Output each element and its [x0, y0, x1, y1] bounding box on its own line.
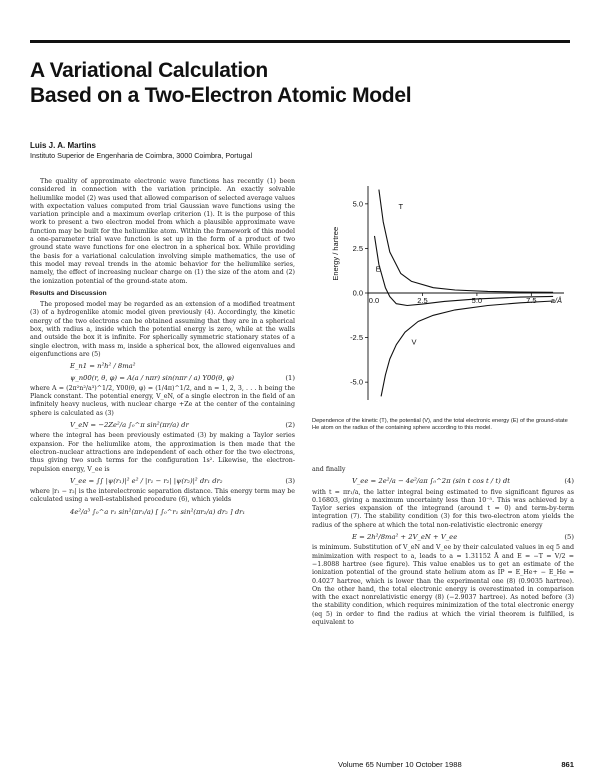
- x-tick-label: 2.5: [417, 296, 428, 305]
- figure-caption: Dependence of the kinetic (T), the potential (V), and the total electronic energy (E) of the ground-state He atom on the radius of the containing sphere according to this model.: [312, 418, 568, 432]
- equation-4: [312, 477, 574, 485]
- paragraph-results: is minimum. Substitution of V_eN and V_ee by their calculated values in eq 5 and minimization with respect to a, leads to a = 1.31152 Å and E = −T = V/2 = −1.8088 hartree (see figure). This value enables us to get an estimate of the ionization potential of the ground state helium atom as IP = E_He+ − E_He = 0.4027 hartree, which is lower than the experimental one (8) (0.9035 hartree). On the other hand, the total electronic energy is overestimated in comparison with the exact nonrelativistic energy (8) (−2.9037 hartree). As noted before (3) the stability condition, which requires minimization of the total electronic energy (eq 5) in order to find the radius at which the virial theorem is fulfilled, is equivalent to: [312, 544, 574, 627]
- page-number: 861: [561, 760, 574, 769]
- equation-2-text: V_eN = −2Ze²/a ∫₀^π sin²(πr/a) dr: [70, 421, 189, 430]
- energy-chart: [312, 178, 574, 408]
- journal-volume: Volume 65 Number 10 October 1988: [338, 760, 462, 769]
- equation-5-text: E = 2h²/8ma² + 2V_eN + V_ee: [352, 533, 458, 542]
- curve-label-e: E: [375, 264, 381, 274]
- equation-5: [312, 533, 574, 541]
- paragraph-finally: and finally: [312, 466, 346, 473]
- curve-label-t: T: [398, 202, 404, 212]
- y-axis-label: Energy / hartree: [331, 226, 340, 281]
- equation-3-text: V_ee = ∫∫ |ψ(r₁)|² e² / |r₁ − r₂| |ψ(r₂)|² dr₁ dr₂: [70, 476, 223, 485]
- title-line-1: A Variational Calculation: [30, 59, 268, 82]
- energy-figure: [312, 178, 574, 408]
- paragraph-separation: where |r₁ − r₂| is the interelectronic separation distance. This energy term may be calculated using a well-established procedure (6), which yields: [30, 488, 295, 504]
- series-line-t: [379, 190, 553, 293]
- equation-2-number: (2): [285, 421, 295, 430]
- author-affiliation: Instituto Superior de Engenharia de Coimbra, 3000 Coimbra, Portugal: [30, 151, 253, 160]
- section-heading: Results and Discussion: [30, 289, 107, 297]
- intro-paragraph: The quality of approximate electronic wave functions has recently (1) been considered in connection with the variation principle. An exactly solvable heliumlike model (2) was used that allowed comparison of selected average values with expectation values computed from trial Gaussian wave functions using the variation principle and a maximum overlap criterion (1). It is the purpose of this work to present a two electron model from which a plausible approximate wave function may be built for the heliumlike atom. Within the framework of this model a one-parameter trial wave function is set up in the form of a product of two ground state wave functions for one electron in a spherical box. While providing the basis for a variational calculation involving simple mathematics, the use of this model may reveal trends in the atomic behavior for the heliumlike series, namely, the effect of increasing nuclear charge on (1) the size of the atom and (2) the ionization potential of the ground-state atom.: [30, 178, 295, 285]
- curve-label-v: V: [411, 337, 417, 347]
- article-title: [30, 58, 570, 108]
- equation-1-text: ψ_n00(r, θ, φ) = A(a / nπr) sin(nπr / a) Y00(θ, φ): [70, 373, 235, 382]
- paragraph-model: The proposed model may be regarded as an extension of a modified treatment (3) of a hydrogenlike atomic model given previously (4). Accordingly, the kinetic energy of the two electrons can be obtained assuming that they are in a spherical box, with radius a, inside which the potential energy is zero, while at the walls and outside the box it is infinite. For spherically symmetric stationary states of a single electron, with mass m, inside a spherical box, the allowed eigenvalues and eigenfunctions are (5): [30, 301, 295, 358]
- left-column: [30, 178, 295, 519]
- equation-1-number: (1): [285, 373, 295, 382]
- equation-energy-text: E_n1 = n²h² / 8ma²: [70, 362, 136, 371]
- y-tick-label: 5.0: [352, 199, 363, 209]
- paragraph-integral: with t = πr₁/a, the latter integral being estimated to five significant figures as 0.16803, giving a maximum uncertainty less than 10⁻⁵. This was achieved by a Taylor series expansion of the integrand (around t = 0) and term-by-term integration (7). The stability condition (3) for this two-electron atom yields the radius of the sphere at which the total non-relativistic electronic energy: [312, 488, 574, 529]
- y-tick-label: 0.0: [352, 288, 363, 298]
- x-tick-label: 5.0: [471, 296, 483, 305]
- right-column: [312, 466, 574, 629]
- title-line-2: Based on a Two-Electron Atomic Model: [30, 84, 412, 107]
- y-tick-label: 2.5: [352, 243, 363, 253]
- equation-2: [30, 421, 295, 429]
- equation-energy: [30, 362, 295, 370]
- top-rule: [30, 40, 570, 43]
- equation-3-number: (3): [285, 476, 295, 485]
- equation-integral-text: 4e²/a³ ∫₀^a r₁ sin²(πr₁/a) [ ∫₀^r₁ sin²(πr₂/a) dr₂ ] dr₁: [70, 507, 246, 516]
- equation-3: [30, 477, 295, 485]
- y-tick-label: -2.5: [350, 333, 363, 343]
- equation-1: [30, 374, 295, 382]
- paragraph-potential: where A = (2π²n²/a³)^1/2, Y00(θ, φ) = (1/4π)^1/2, and n = 1, 2, 3, . . . h being the Planck constant. The potential energy, V_eN, of a single electron in the field of an infinitely heavy nucleus, with nuclear charge +Ze at the center of the containing sphere is calculated as (3): [30, 384, 295, 417]
- y-tick-label: -5.0: [350, 377, 363, 387]
- equation-4-text: V_ee = 2e²/a − 4e²/aπ ∫₀^2π (sin t cos t / t) dt: [352, 477, 511, 486]
- equation-4-number: (4): [564, 477, 574, 486]
- paragraph-repulsion: where the integral has been previously estimated (3) by making a Taylor series expansion. For the heliumlike atom, the approximation is then made that the electron–nuclear attractions are independent of each other for the two electrons, thus giving two such terms for the configuration 1s². Likewise, the electron-repulsion energy, V_ee is: [30, 432, 295, 473]
- equation-5-number: (5): [564, 533, 574, 542]
- author-name: Luis J. A. Martins: [30, 141, 96, 150]
- x-tick-label: 0.0: [368, 296, 380, 305]
- x-tick-label: 7.5: [526, 296, 537, 305]
- series-line-v: [381, 301, 553, 396]
- equation-integral: [30, 508, 295, 516]
- x-axis-label: a/Å: [550, 296, 562, 305]
